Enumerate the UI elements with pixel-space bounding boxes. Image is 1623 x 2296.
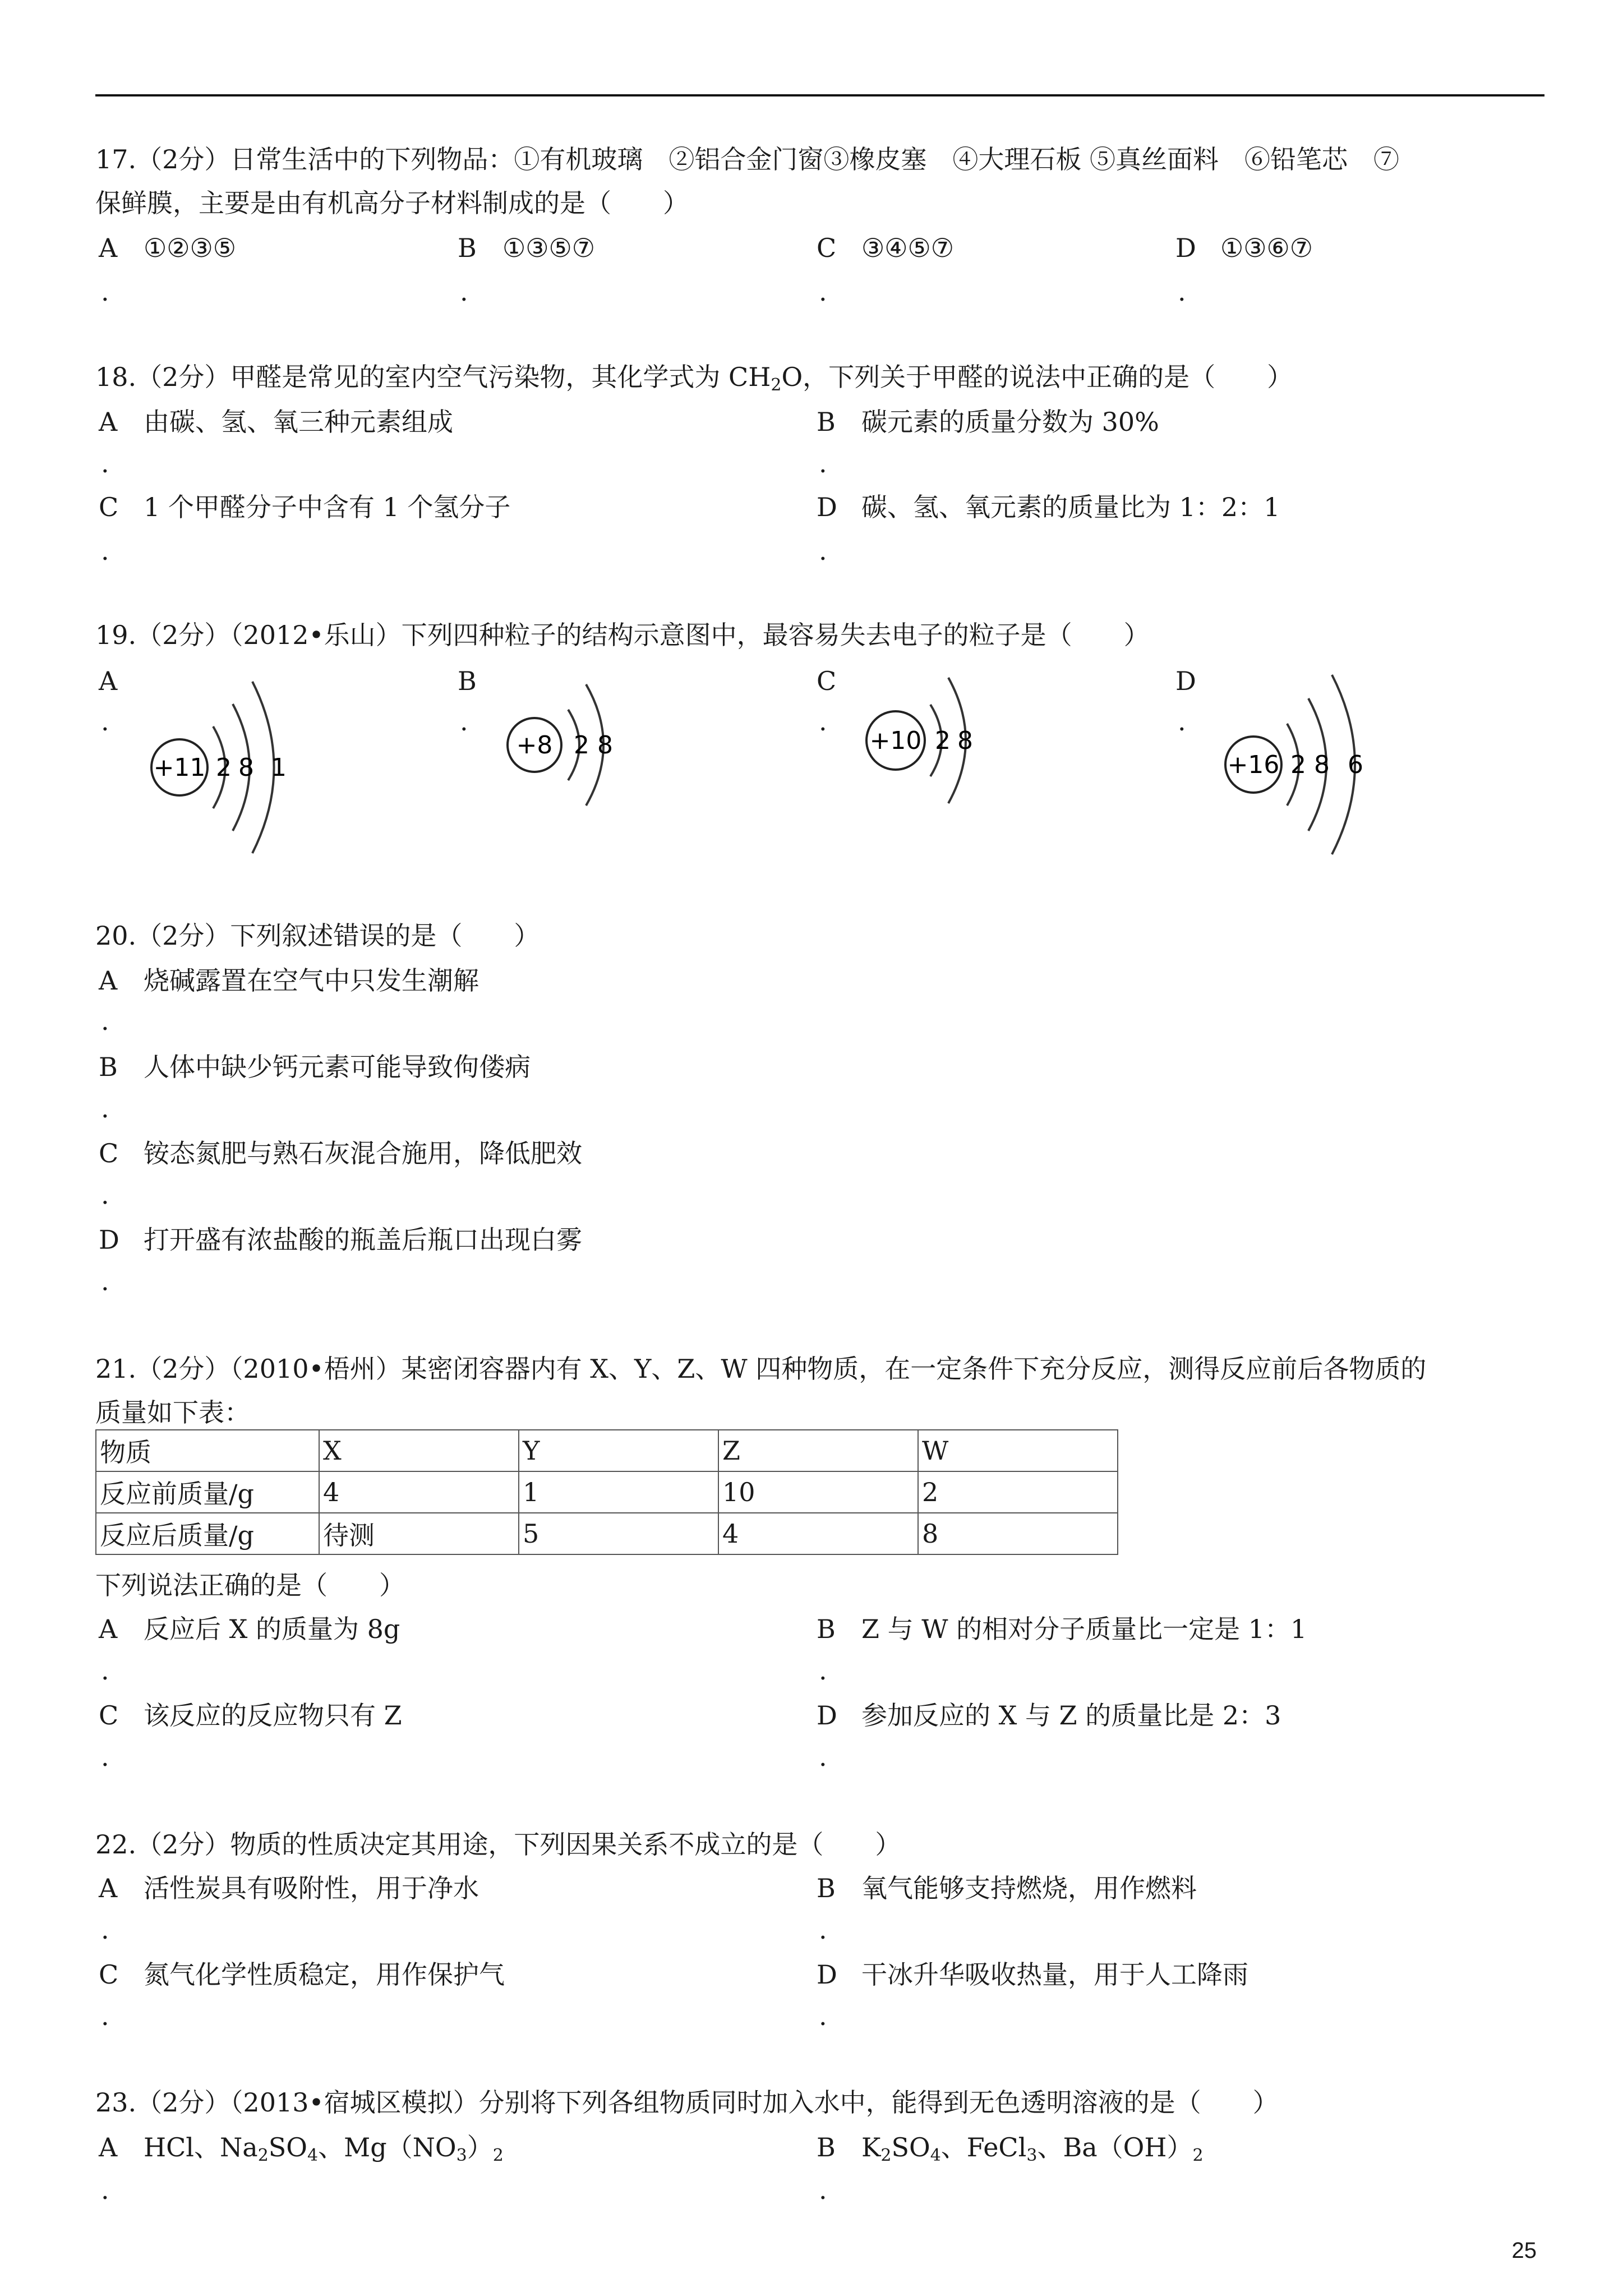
dot: . — [101, 277, 109, 307]
dot: . — [460, 277, 468, 307]
table-cell: 物质 — [96, 1430, 319, 1471]
dot: . — [101, 1915, 109, 1945]
q21-mass-table — [95, 1429, 1118, 1555]
q18-option-d[interactable]: D 碳、氢、氧元素的质量比为 1：2：1 — [817, 492, 1280, 522]
q21-stem-line1: 21.（2分）（2010•梧州）某密闭容器内有 X、Y、Z、W 四种物质，在一定条件下充分反应，测得反应前后各物质的 — [95, 1354, 1427, 1384]
nucleus-charge: +16 — [1227, 751, 1280, 779]
shell-electron-count: 1 — [271, 753, 287, 782]
q20-option-d[interactable]: D 打开盛有浓盐酸的瓶盖后瓶口出现白雾 — [99, 1225, 582, 1255]
dot: . — [101, 1093, 109, 1124]
dot: . — [101, 1266, 109, 1296]
table-cell: 待测 — [319, 1513, 519, 1554]
table-cell: 2 — [918, 1471, 1118, 1513]
q20-option-b[interactable]: B 人体中缺少钙元素可能导致佝偻病 — [99, 1052, 531, 1082]
nucleus-charge: +10 — [869, 726, 922, 755]
q17-option-d[interactable]: D ①③⑥⑦ — [1175, 233, 1313, 263]
q17-option-c[interactable]: C ③④⑤⑦ — [817, 233, 954, 263]
q17-option-a[interactable]: A ①②③⑤ — [99, 233, 236, 263]
table-row — [96, 1430, 1118, 1471]
q23-option-b[interactable]: B $K_2SO_4$、FeCl$_3$、$Ba(OH)_2$ — [817, 2132, 1204, 2165]
q19-atom-diagram-d — [1220, 670, 1388, 869]
dot: . — [1178, 706, 1186, 737]
q21-option-d[interactable]: D 参加反应的 X 与 Z 的质量比是 2：3 — [817, 1700, 1281, 1731]
q19-option-c-letter[interactable]: C — [817, 666, 837, 696]
shell-electron-count: 8 — [597, 731, 613, 760]
dot: . — [101, 1180, 109, 1210]
dot: . — [101, 2001, 109, 2031]
shell-electron-count: 2 — [1290, 751, 1306, 779]
q20-option-a[interactable]: A 烧碱露置在空气中只发生潮解 — [99, 965, 479, 996]
dot: . — [819, 2001, 827, 2031]
shell-electron-count: 2 — [935, 726, 951, 755]
dot: . — [460, 706, 468, 737]
q22-option-b[interactable]: B 氧气能够支持燃烧，用作燃料 — [817, 1873, 1197, 1903]
q19-atom-diagram-b — [502, 668, 648, 816]
shell-electron-count: 8 — [238, 753, 254, 782]
q19-option-d-letter[interactable]: D — [1175, 666, 1196, 696]
q21-option-c[interactable]: C 该反应的反应物只有 Z — [99, 1700, 402, 1731]
q23-option-a[interactable]: A HCl、$Na_2SO_4$、$Mg(NO_3)_2$ — [99, 2132, 504, 2165]
shell-electron-count: 8 — [957, 726, 973, 755]
nucleus-charge: +11 — [153, 753, 206, 782]
table-cell: 4 — [718, 1513, 918, 1554]
q22-option-a[interactable]: A 活性炭具有吸附性，用于净水 — [99, 1873, 479, 1903]
table-cell: 4 — [319, 1471, 519, 1513]
table-cell: 1 — [519, 1471, 718, 1513]
shell-electron-count: 6 — [1348, 751, 1363, 779]
q20-stem: 20.（2分）下列叙述错误的是（ ） — [95, 921, 540, 951]
q21-option-b[interactable]: B Z 与 W 的相对分子质量比一定是 1：1 — [817, 1614, 1307, 1644]
q23-stem: 23.（2分）（2013•宿城区模拟）分别将下列各组物质同时加入水中，能得到无色透明溶液的是（ ） — [95, 2087, 1279, 2118]
q18-stem: 18.（2分）甲醛是常见的室内空气污染物，其化学式为 $CH_2O$，下列关于甲醛的说法中正确的是（ ） — [95, 362, 1293, 395]
table-cell: W — [918, 1430, 1118, 1471]
table-row — [96, 1513, 1118, 1554]
shell-electron-count: 2 — [574, 731, 589, 760]
q21-stem-line2: 质量如下表： — [95, 1397, 250, 1428]
dot: . — [819, 277, 827, 307]
dot: . — [101, 1742, 109, 1772]
dot: . — [819, 448, 827, 478]
dot: . — [101, 1006, 109, 1036]
page-number: 25 — [1511, 2238, 1537, 2263]
q17-stem-line2: 保鲜膜，主要是由有机高分子材料制成的是（ ） — [95, 188, 689, 218]
dot: . — [819, 1655, 827, 1686]
dot: . — [819, 2175, 827, 2205]
dot: . — [819, 1915, 827, 1945]
header-rule — [95, 94, 1544, 96]
table-cell: 反应后质量/g — [96, 1513, 319, 1554]
q21-prompt: 下列说法正确的是（ ） — [95, 1570, 405, 1600]
q21-option-a[interactable]: A 反应后 X 的质量为 8g — [99, 1614, 400, 1644]
table-cell: 反应前质量/g — [96, 1471, 319, 1513]
dot: . — [1178, 277, 1186, 307]
q19-option-a-letter[interactable]: A — [99, 666, 118, 696]
q17-option-b[interactable]: B ①③⑤⑦ — [458, 233, 595, 263]
dot: . — [101, 1655, 109, 1686]
q18-option-b[interactable]: B 碳元素的质量分数为 30% — [817, 407, 1159, 437]
q17-stem-line1: 17.（2分）日常生活中的下列物品：①有机玻璃 ②铝合金门窗③橡皮塞 ④大理石板 ⑤真丝面料 ⑥铅笔芯 ⑦ — [95, 144, 1400, 174]
q19-atom-diagram-a — [143, 673, 311, 866]
table-cell: 10 — [718, 1471, 918, 1513]
q22-stem: 22.（2分）物质的性质决定其用途，下列因果关系不成立的是（ ） — [95, 1829, 901, 1860]
table-cell: Y — [519, 1430, 718, 1471]
shell-electron-count: 2 — [216, 753, 232, 782]
q19-stem: 19.（2分）（2012•乐山）下列四种粒子的结构示意图中，最容易失去电子的粒子是（ ） — [95, 620, 1150, 650]
dot: . — [101, 706, 109, 737]
dot: . — [101, 448, 109, 478]
table-row — [96, 1471, 1118, 1513]
q18-option-c[interactable]: C 1 个甲醛分子中含有 1 个氢分子 — [99, 492, 511, 522]
q19-option-b-letter[interactable]: B — [458, 666, 477, 696]
q19-atom-diagram-c — [861, 665, 1007, 813]
q18-option-a[interactable]: A 由碳、氢、氧三种元素组成 — [99, 407, 453, 437]
shell-electron-count: 8 — [1314, 751, 1330, 779]
dot: . — [819, 536, 827, 566]
nucleus-charge: +8 — [516, 731, 553, 760]
table-cell: 8 — [918, 1513, 1118, 1554]
table-cell: Z — [718, 1430, 918, 1471]
q22-option-d[interactable]: D 干冰升华吸收热量，用于人工降雨 — [817, 1959, 1248, 1990]
dot: . — [819, 1742, 827, 1772]
dot: . — [101, 536, 109, 566]
q20-option-c[interactable]: C 铵态氮肥与熟石灰混合施用，降低肥效 — [99, 1138, 582, 1168]
q22-option-c[interactable]: C 氮气化学性质稳定，用作保护气 — [99, 1959, 505, 1990]
dot: . — [101, 2175, 109, 2205]
table-cell: 5 — [519, 1513, 718, 1554]
table-cell: X — [319, 1430, 519, 1471]
dot: . — [819, 706, 827, 737]
